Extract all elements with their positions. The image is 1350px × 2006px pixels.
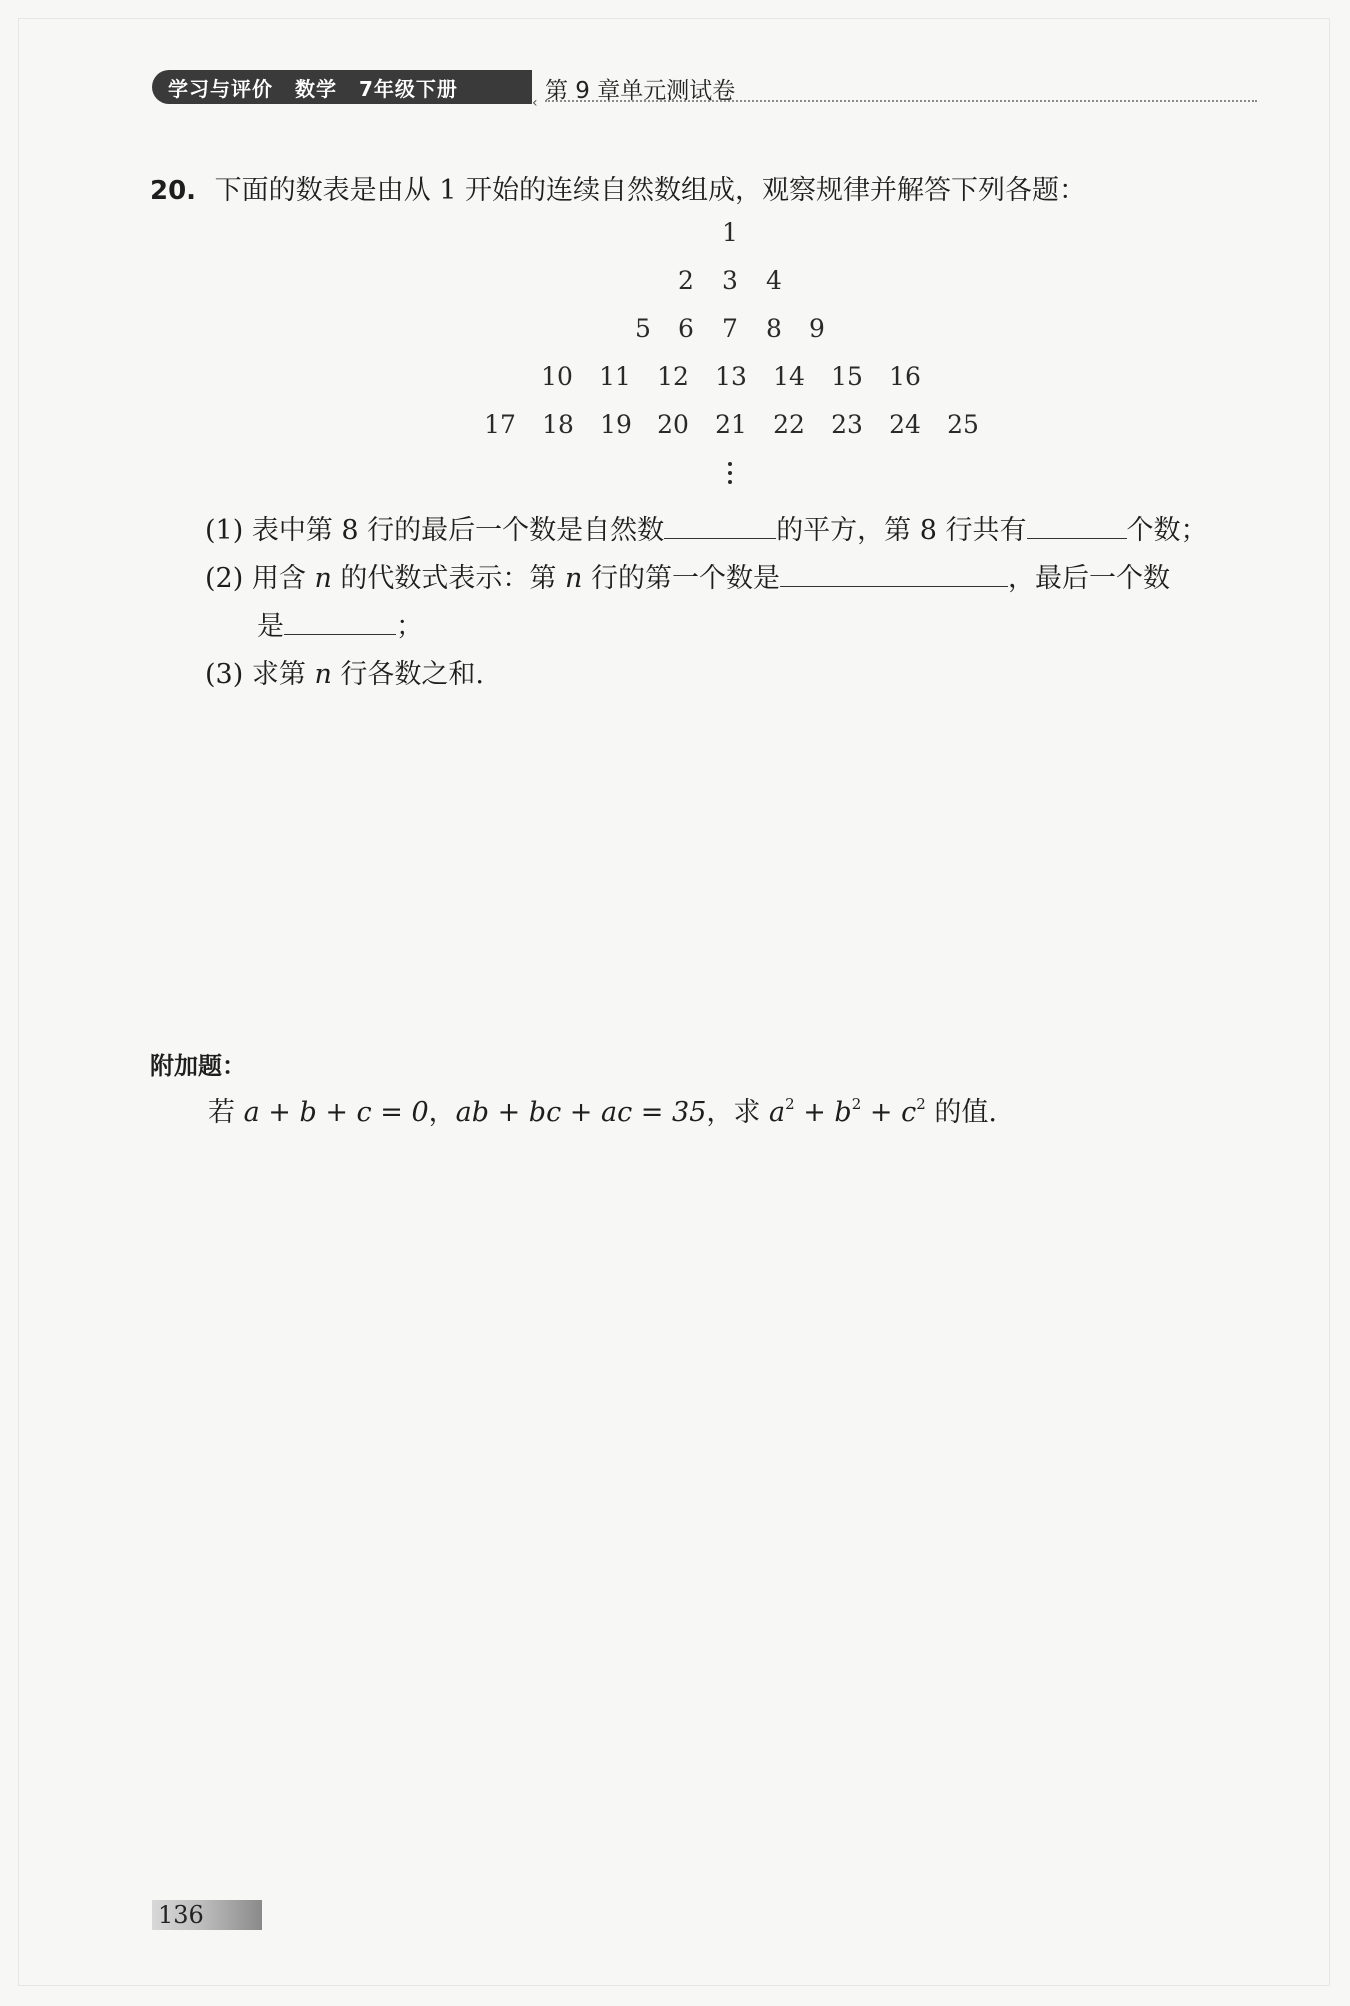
variable-n: n [314, 659, 332, 690]
plus-sign: + [861, 1097, 902, 1128]
term-c: c [901, 1097, 917, 1128]
answer-blank[interactable] [284, 608, 396, 635]
part-label: (2) [205, 563, 244, 594]
part-text: 是 [257, 611, 284, 642]
triangle-number: 15 [831, 362, 863, 391]
triangle-number: 7 [722, 314, 738, 343]
term-b: b [834, 1097, 852, 1128]
header-divider [545, 100, 1257, 102]
triangle-number: 8 [766, 314, 782, 343]
part-text: 的平方，第 8 行共有 [776, 515, 1027, 546]
part-1 [205, 508, 1208, 547]
header-arrow-icon: ‹ [532, 95, 538, 111]
part-text: 行各数之和. [340, 659, 485, 690]
variable-n: n [314, 563, 332, 594]
plus-sign: + [794, 1097, 835, 1128]
triangle-number: 23 [831, 410, 863, 439]
part-text: ，最后一个数 [1008, 563, 1170, 594]
grade-label: 7年级下册 [359, 76, 458, 101]
part-2 [205, 556, 1170, 595]
triangle-number: 24 [889, 410, 921, 439]
triangle-number: 12 [657, 362, 689, 391]
part-text: 个数； [1126, 515, 1208, 546]
separator: ， [428, 1097, 456, 1128]
triangle-number: 4 [766, 266, 782, 295]
triangle-number: 25 [947, 410, 979, 439]
triangle-number: 19 [600, 410, 632, 439]
triangle-number: 14 [773, 362, 805, 391]
part-text: 用含 [251, 563, 306, 594]
bonus-text: ，求 [706, 1097, 761, 1128]
triangle-number: 2 [678, 266, 694, 295]
triangle-number: 13 [715, 362, 747, 391]
part-label: (1) [205, 515, 244, 546]
part-text: 求第 [251, 659, 306, 690]
triangle-number: 16 [889, 362, 921, 391]
triangle-number: 10 [541, 362, 573, 391]
page-number-tab [152, 1900, 262, 1930]
part-label: (3) [205, 659, 244, 690]
bonus-text: 的值. [934, 1097, 997, 1128]
question-prompt: 下面的数表是由从 1 开始的连续自然数组成，观察规律并解答下列各题： [214, 175, 1086, 206]
exponent: 2 [916, 1095, 926, 1113]
triangle-number: 5 [635, 314, 651, 343]
triangle-number: 6 [678, 314, 694, 343]
triangle-number: 22 [773, 410, 805, 439]
page-number: 136 [158, 1901, 204, 1929]
variable-n: n [565, 563, 583, 594]
part-text: 行的第一个数是 [591, 563, 780, 594]
exponent: 2 [851, 1095, 862, 1113]
triangle-number: 21 [715, 410, 747, 439]
triangle-number: 3 [722, 266, 738, 295]
triangle-number: 11 [599, 362, 631, 391]
question-number: 20. [150, 176, 197, 206]
bonus-title: 附加题： [150, 1052, 246, 1080]
triangle-number: 9 [809, 314, 825, 343]
part-3 [205, 652, 484, 691]
question-20 [150, 168, 1086, 207]
book-title: 学习与评价 [168, 76, 273, 101]
term-a: a [768, 1097, 786, 1128]
bonus-question [208, 1090, 997, 1129]
part-text: 表中第 8 行的最后一个数是自然数 [251, 515, 665, 546]
header-band [152, 70, 532, 104]
bonus-text: 若 [208, 1097, 235, 1128]
exponent: 2 [785, 1095, 795, 1113]
part-text: ； [396, 611, 423, 642]
equation-2: ab + bc + ac = 35 [455, 1097, 707, 1128]
triangle-number: 1 [722, 218, 738, 247]
subject-label: 数学 [295, 76, 337, 101]
part-2-continued [257, 604, 423, 643]
chapter-title: 第 9 章单元测试卷 [545, 78, 736, 104]
equation-1: a + b + c = 0 [243, 1097, 429, 1128]
answer-blank[interactable] [1027, 512, 1127, 539]
triangle-number: 17 [484, 410, 516, 439]
answer-blank[interactable] [664, 512, 776, 539]
part-text: 的代数式表示：第 [340, 563, 557, 594]
answer-blank[interactable] [780, 560, 1008, 587]
triangle-number: 18 [542, 410, 574, 439]
vertical-ellipsis-icon [728, 462, 732, 489]
triangle-number: 20 [657, 410, 689, 439]
